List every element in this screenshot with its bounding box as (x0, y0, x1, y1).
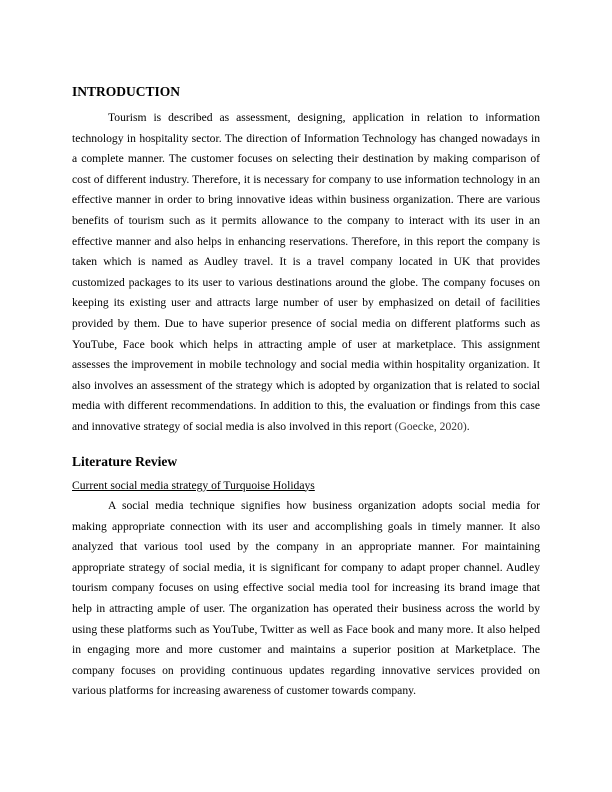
introduction-paragraph (72, 108, 540, 438)
literature-review-paragraph: A social media technique signifies how business organization adopts social media for making appropriate connection with its user and accomplishing goals in timely manner. It also analyzed that various tool used by the company in an appropriate manner. For maintaining appropriate strategy of social media, it is significant for company to adapt proper channel. Audley tourism company focuses on using effective social media tool for increasing its brand image that help in attracting ample of user. The organization has operated their business across the world by using these platforms such as YouTube, Twitter as well as Face book and many more. It also helped in engaging more and more customer and maintains a superior position at Marketplace. The company focuses on providing continuous updates regarding innovative services provided on various platforms for increasing awareness of customer towards company. (72, 499, 540, 698)
introduction-end-punct: . (466, 419, 470, 433)
social-media-strategy-subheading: Current social media strategy of Turquoise Holidays (72, 478, 315, 492)
document-page (72, 82, 540, 702)
citation: (Goecke, 2020) (394, 419, 467, 433)
introduction-text: Tourism is described as assessment, designing, application in relation to information technology in hospitality sector. The direction of Information Technology has changed nowadays in a complete manner. The customer focuses on selecting their destination by making comparison of cost of different industry. Therefore, it is necessary for company to use information technology in an effective manner in order to bring innovative ideas within business organization. There are various benefits of tourism such as it permits allowance to the company to interact with its user in an effective manner and also helps in enhancing reservations. Therefore, in this report the company is taken which is named as Audley travel. It is a travel company located in UK that provides customized packages to its user to various destinations around the globe. The company focuses on keeping its existing user and attracts large number of user by emphasized on detail of facilities provided by them. Due to have superior presence of social media on different platforms such as YouTube, Face book which helps in attracting ample of user at marketplace. This assignment assesses the improvement in mobile technology and social media within hospitality organization. It also involves an assessment of the strategy which is adopted by organization that is related to social media with different recommendations. In addition to this, the evaluation or findings from this case and innovative strategy of social media is also involved in this report (72, 111, 540, 433)
introduction-heading: INTRODUCTION (72, 84, 181, 99)
literature-review-heading: Literature Review (72, 453, 178, 469)
